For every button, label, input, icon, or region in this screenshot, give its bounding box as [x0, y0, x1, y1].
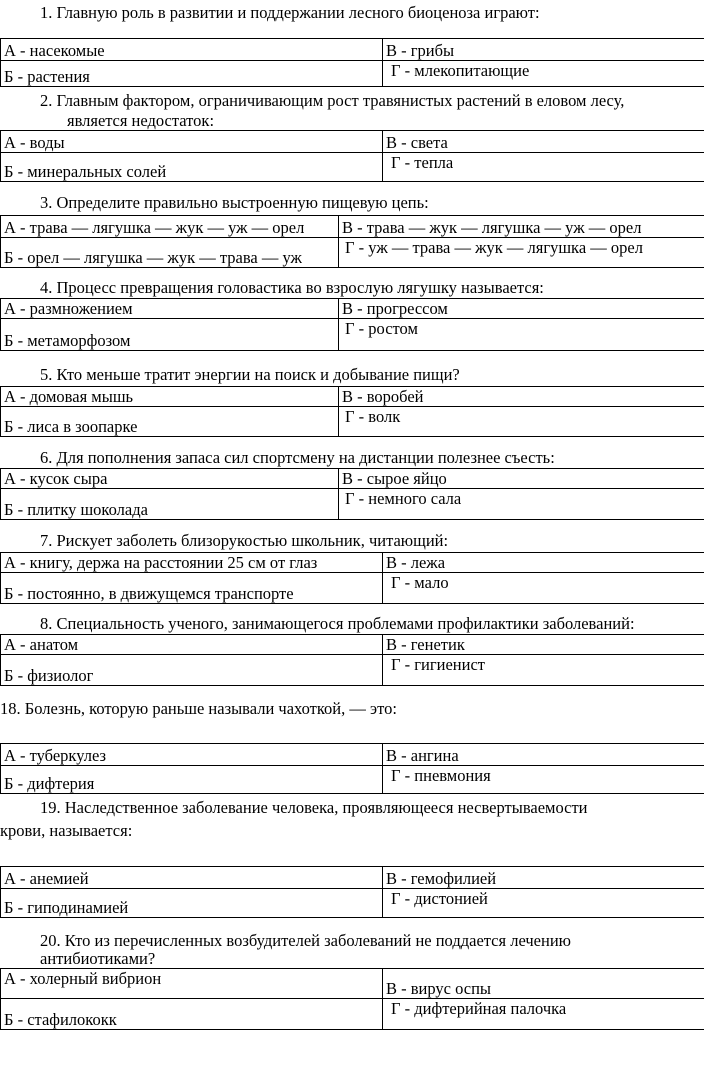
option-b: Б - постоянно, в движущемся транспорте — [1, 573, 383, 604]
question-8-options — [0, 634, 704, 686]
option-a: А - анатом — [1, 635, 383, 655]
option-v: В - генетик — [383, 635, 704, 655]
option-a: А - туберкулез — [1, 744, 383, 766]
option-g: Г - пневмония — [383, 766, 704, 794]
option-g: Г - уж — трава — жук — лягушка — орел — [339, 238, 704, 268]
question-2-options — [0, 130, 704, 182]
option-b: Б - минеральных солей — [1, 153, 383, 182]
option-g: Г - дифтерийная палочка — [383, 999, 704, 1030]
question-1-options — [0, 38, 704, 87]
option-v: В - вирус оспы — [383, 969, 704, 999]
option-v: В - прогрессом — [339, 299, 704, 319]
option-g: Г - дистонией — [383, 889, 704, 918]
question-5-options — [0, 386, 704, 437]
option-a: А - размножением — [1, 299, 339, 319]
option-g: Г - млекопитающие — [383, 61, 704, 87]
option-b: Б - метаморфозом — [1, 319, 339, 351]
option-g: Г - ростом — [339, 319, 704, 351]
option-b: Б - физиолог — [1, 655, 383, 686]
option-b: Б - гиподинамией — [1, 889, 383, 918]
question-20-text-cont: антибиотиками? — [40, 949, 156, 968]
option-v: В - сырое яйцо — [339, 469, 704, 489]
option-g: Г - мало — [383, 573, 704, 604]
question-3-text: 3. Определите правильно выстроенную пищевую цепь: — [40, 193, 429, 212]
option-v: В - воробей — [339, 387, 704, 407]
option-b: Б - плитку шоколада — [1, 489, 339, 520]
question-18-options — [0, 743, 704, 794]
question-7-options — [0, 552, 704, 604]
question-3-options — [0, 215, 704, 268]
option-a: А - холерный вибрион — [1, 969, 383, 999]
option-a: А - воды — [1, 131, 383, 153]
question-7-text: 7. Рискует заболеть близорукостью школьник, читающий: — [40, 531, 449, 550]
option-a: А - книгу, держа на расстоянии 25 см от глаз — [1, 553, 383, 573]
question-19-text-cont: крови, называется: — [0, 821, 133, 840]
question-2-text: 2. Главным фактором, ограничивающим рост травянистых растений в еловом лесу, — [40, 91, 625, 110]
option-a: А - кусок сыра — [1, 469, 339, 489]
option-a: А - анемией — [1, 867, 383, 889]
option-a: А - домовая мышь — [1, 387, 339, 407]
option-v: В - гемофилией — [383, 867, 704, 889]
option-v: В - трава — жук — лягушка — уж — орел — [339, 216, 704, 238]
question-19-text: 19. Наследственное заболевание человека, проявляющееся несвертываемости — [40, 798, 588, 817]
question-2-text-cont: являетcя недостаток: — [67, 111, 215, 130]
question-6-text: 6. Для пополнения запаса сил спортсмену на дистанции полезнее съесть: — [40, 448, 555, 467]
question-8-text: 8. Специальность ученого, занимающегося проблемами профилактики заболеваний: — [40, 614, 635, 633]
option-a: А - насекомые — [1, 39, 383, 61]
option-v: В - ангина — [383, 744, 704, 766]
question-18-text: 18. Болезнь, которую раньше называли чахоткой, — это: — [0, 699, 397, 718]
option-g: Г - тепла — [383, 153, 704, 182]
option-g: Г - немного сала — [339, 489, 704, 520]
option-b: Б - лиса в зоопарке — [1, 407, 339, 437]
option-g: Г - волк — [339, 407, 704, 437]
question-20-options — [0, 968, 704, 1030]
option-a: А - трава — лягушка — жук — уж — орел — [1, 216, 339, 238]
option-v: В - грибы — [383, 39, 704, 61]
option-v: В - лежа — [383, 553, 704, 573]
option-b: Б - стафилококк — [1, 999, 383, 1030]
question-4-text: 4. Процесс превращения головастика во взрослую лягушку называется: — [40, 278, 544, 297]
option-b: Б - орел — лягушка — жук — трава — уж — [1, 238, 339, 268]
option-b: Б - растения — [1, 61, 383, 87]
question-5-text: 5. Кто меньше тратит энергии на поиск и добывание пищи? — [40, 365, 460, 384]
question-1-text: 1. Главную роль в развитии и поддержании лесного биоценоза играют: — [40, 3, 540, 22]
option-g: Г - гигиенист — [383, 655, 704, 686]
option-b: Б - дифтерия — [1, 766, 383, 794]
option-v: В - света — [383, 131, 704, 153]
question-20-text: 20. Кто из перечисленных возбудителей заболеваний не поддается лечению — [40, 931, 571, 950]
question-4-options — [0, 298, 704, 351]
question-6-options — [0, 468, 704, 520]
question-19-options — [0, 866, 704, 918]
